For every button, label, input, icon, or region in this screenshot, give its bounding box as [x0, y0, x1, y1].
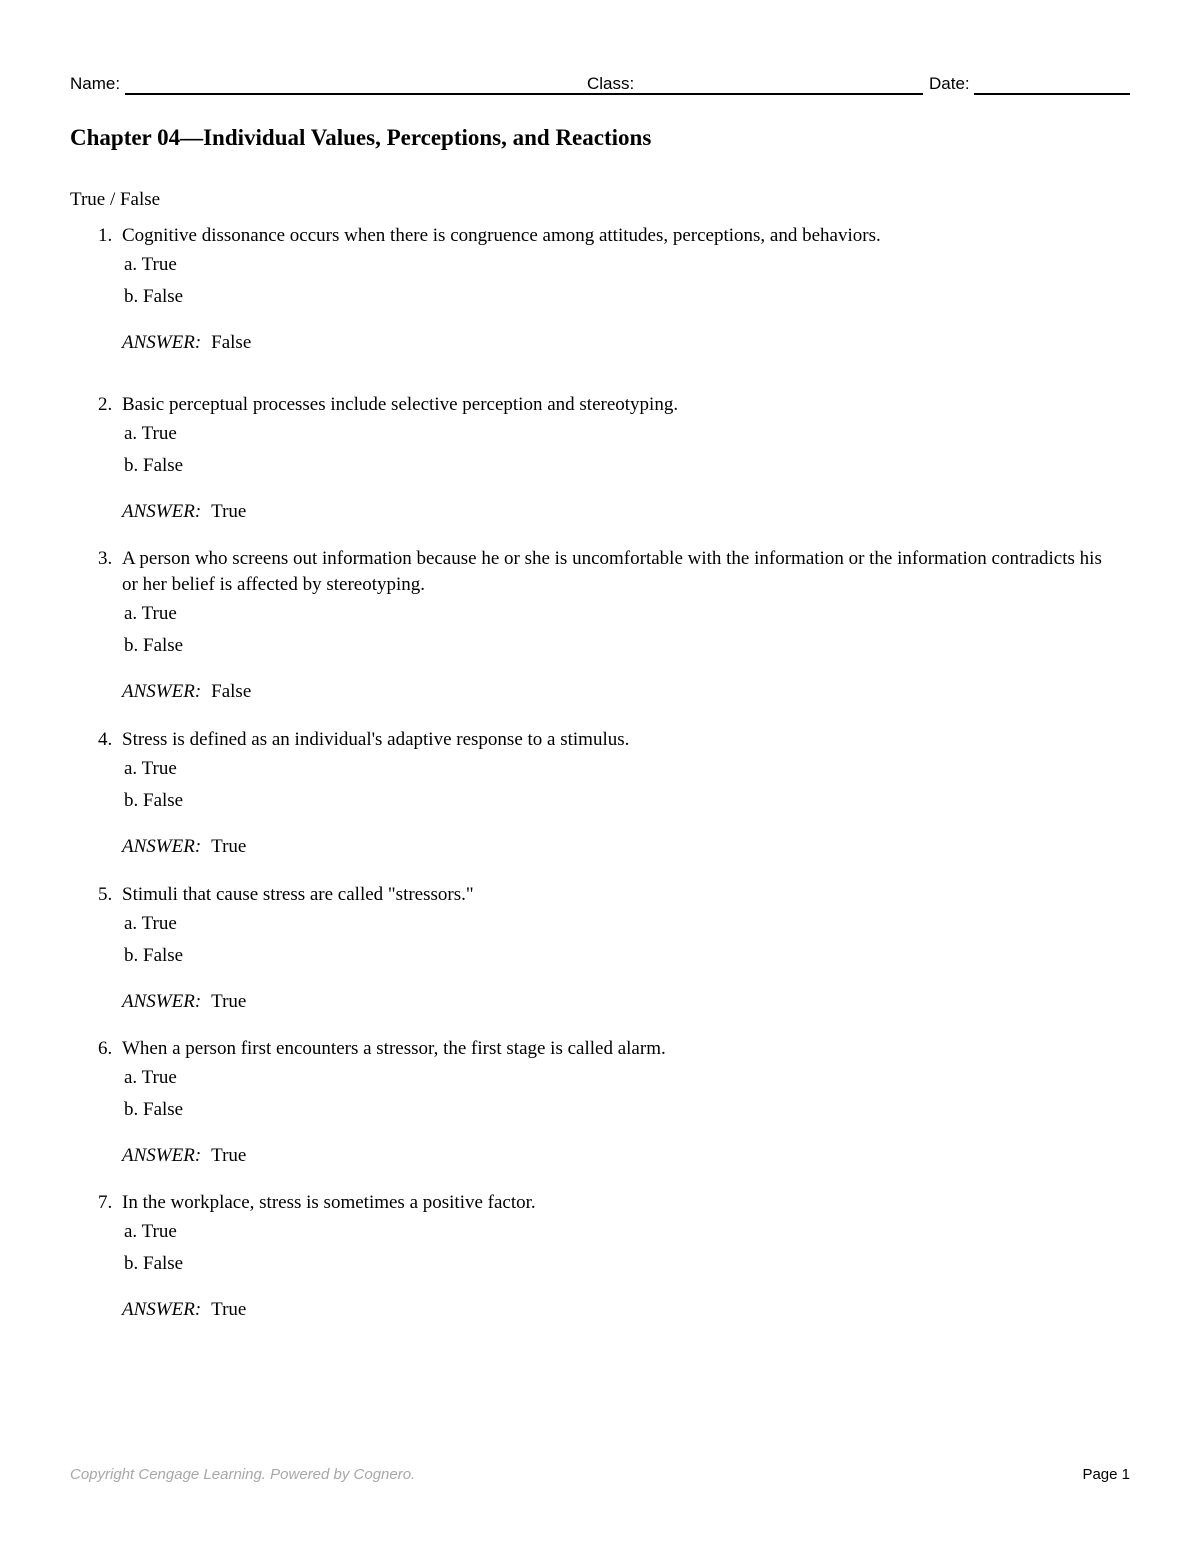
student-info-header: [70, 72, 1130, 98]
question-1: [98, 223, 1108, 356]
option-false: b. False: [124, 286, 184, 307]
option-false: b. False: [124, 790, 184, 811]
option-true: a. True: [124, 1067, 177, 1088]
question-text: [98, 882, 1108, 908]
answer-value: True: [211, 1299, 247, 1320]
question-text: [98, 1036, 1108, 1062]
answer-value: True: [211, 836, 247, 857]
question-stem: In the workplace, stress is sometimes a positive factor.: [122, 1192, 536, 1213]
class-field-line: [641, 93, 923, 95]
answer: [98, 499, 1108, 525]
option-true: a. True: [124, 603, 177, 624]
date-label: Date:: [929, 74, 970, 93]
question-number: 2.: [98, 394, 113, 415]
class-label: Class:: [587, 74, 635, 93]
answer: [98, 1143, 1108, 1169]
question-stem: Basic perceptual processes include selective perception and stereotyping.: [122, 394, 679, 415]
question-6: [98, 1036, 1108, 1169]
question-number: 5.: [98, 884, 113, 905]
chapter-title: Chapter 04—Individual Values, Perceptions, and Reactions: [70, 125, 652, 150]
answer: [98, 679, 1108, 705]
answer-label: ANSWER:: [122, 836, 202, 857]
answer-label: ANSWER:: [122, 332, 202, 353]
answer-label: ANSWER:: [122, 1299, 202, 1320]
question-stem: When a person first encounters a stressor, the first stage is called alarm.: [122, 1038, 666, 1059]
name-label: Name:: [70, 74, 121, 93]
option-false: b. False: [124, 455, 184, 476]
answer-label: ANSWER:: [122, 681, 202, 702]
question-stem: Stimuli that cause stress are called "stressors.": [122, 884, 474, 905]
name-field-line: [125, 93, 652, 95]
answer-label: ANSWER:: [122, 501, 202, 522]
question-number: 6.: [98, 1038, 113, 1059]
question-4: [98, 727, 1108, 860]
answer-value: True: [211, 991, 247, 1012]
question-7: [98, 1190, 1108, 1323]
answer-value: True: [211, 1145, 247, 1166]
option-true: a. True: [124, 758, 177, 779]
answer: [98, 989, 1108, 1015]
question-number: 7.: [98, 1192, 113, 1213]
option-false: b. False: [124, 1099, 184, 1120]
question-5: [98, 882, 1108, 1015]
question-2: [98, 392, 1108, 525]
option-true: a. True: [124, 1221, 177, 1242]
question-number: 1.: [98, 225, 113, 246]
answer-label: ANSWER:: [122, 991, 202, 1012]
option-true: a. True: [124, 423, 177, 444]
answer-label: ANSWER:: [122, 1145, 202, 1166]
question-text: [98, 546, 1108, 598]
answer-value: False: [211, 681, 252, 702]
page-number: Page 1: [1082, 1466, 1130, 1483]
question-3: [98, 546, 1108, 705]
option-true: a. True: [124, 254, 177, 275]
date-field-line: [974, 93, 1130, 95]
answer-value: False: [211, 332, 252, 353]
question-stem: Stress is defined as an individual's adaptive response to a stimulus.: [122, 729, 630, 750]
answer: [98, 1297, 1108, 1323]
option-false: b. False: [124, 635, 184, 656]
answer-value: True: [211, 501, 247, 522]
question-stem: Cognitive dissonance occurs when there is congruence among attitudes, perceptions, and behaviors.: [122, 225, 881, 246]
section-heading: True / False: [70, 189, 161, 210]
question-text: [98, 392, 1108, 418]
option-true: a. True: [124, 913, 177, 934]
question-text: [98, 223, 1108, 249]
answer: [98, 330, 1108, 356]
copyright-notice: Copyright Cengage Learning. Powered by Cognero.: [70, 1466, 416, 1483]
question-number: 4.: [98, 729, 113, 750]
option-false: b. False: [124, 1253, 184, 1274]
question-number: 3.: [98, 548, 113, 569]
question-stem: A person who screens out information because he or she is uncomfortable with the information or the information contradicts his or her belief is affected by stereotyping.: [122, 548, 1102, 595]
question-text: [98, 1190, 1108, 1216]
answer: [98, 834, 1108, 860]
option-false: b. False: [124, 945, 184, 966]
question-text: [98, 727, 1108, 753]
